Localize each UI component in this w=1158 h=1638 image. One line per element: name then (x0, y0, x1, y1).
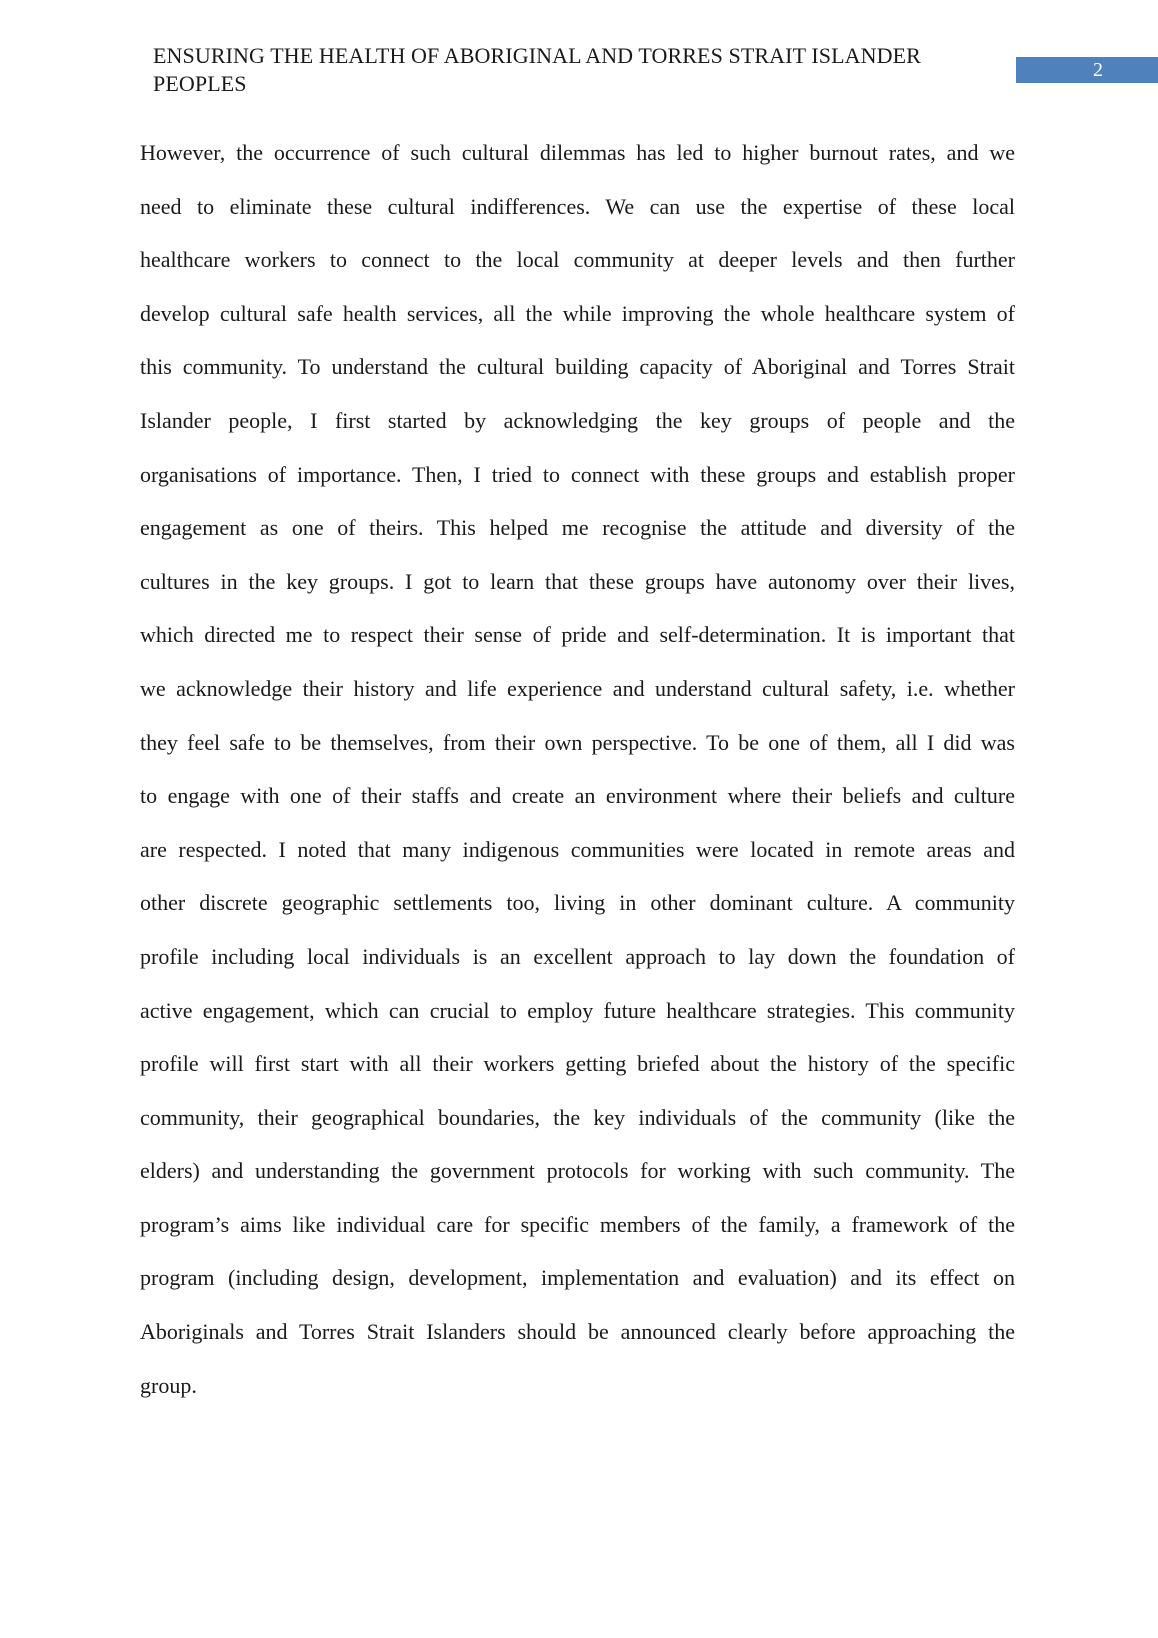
paragraph-line: active engagement, which can crucial to employ future healthcare strategies. This community (140, 997, 1015, 1023)
paragraph-line: Aboriginals and Torres Strait Islanders should be announced clearly before approaching the (140, 1319, 1015, 1345)
body-paragraph (140, 126, 1015, 1412)
paragraph-line: to engage with one of their staffs and create an environment where their beliefs and culture (140, 783, 1015, 809)
paragraph-line: profile including local individuals is an excellent approach to lay down the foundation of (140, 943, 1015, 969)
paragraph-line: develop cultural safe health services, all the while improving the whole healthcare system of (140, 300, 1015, 326)
page-number: 2 (1016, 57, 1158, 83)
paragraph-line: need to eliminate these cultural indifferences. We can use the expertise of these local (140, 193, 1015, 219)
paragraph-line: group. (140, 1372, 197, 1398)
paragraph-line: are respected. I noted that many indigenous communities were located in remote areas and (140, 836, 1015, 862)
paragraph-line: which directed me to respect their sense of pride and self-determination. It is important that (140, 622, 1015, 648)
paragraph-line: However, the occurrence of such cultural dilemmas has led to higher burnout rates, and we (140, 140, 1015, 165)
paragraph-line: program’s aims like individual care for specific members of the family, a framework of the (140, 1211, 1015, 1237)
paragraph-line: elders) and understanding the government protocols for working with such community. The (140, 1158, 1015, 1184)
running-header: ENSURING THE HEALTH OF ABORIGINAL AND TORRES STRAIT ISLANDER PEOPLES (153, 43, 921, 96)
paragraph-line: community, their geographical boundaries, the key individuals of the community (like the (140, 1104, 1015, 1130)
paragraph-line: we acknowledge their history and life experience and understand cultural safety, i.e. whether (140, 675, 1015, 701)
paragraph-line: engagement as one of theirs. This helped me recognise the attitude and diversity of the (140, 515, 1015, 541)
paragraph-line: healthcare workers to connect to the local community at deeper levels and then further (140, 247, 1015, 273)
paragraph-line: organisations of importance. Then, I tried to connect with these groups and establish proper (140, 461, 1015, 487)
paragraph-line: this community. To understand the cultural building capacity of Aboriginal and Torres Strait (140, 354, 1015, 380)
paragraph-line: profile will first start with all their workers getting briefed about the history of the specific (140, 1051, 1015, 1077)
paragraph-line: program (including design, development, implementation and evaluation) and its effect on (140, 1265, 1015, 1291)
paragraph-line: Islander people, I first started by acknowledging the key groups of people and the (140, 407, 1015, 433)
paragraph-line: other discrete geographic settlements too, living in other dominant culture. A community (140, 890, 1015, 916)
paragraph-line: cultures in the key groups. I got to learn that these groups have autonomy over their lives, (140, 568, 1015, 594)
paragraph-line: they feel safe to be themselves, from their own perspective. To be one of them, all I did was (140, 729, 1015, 755)
